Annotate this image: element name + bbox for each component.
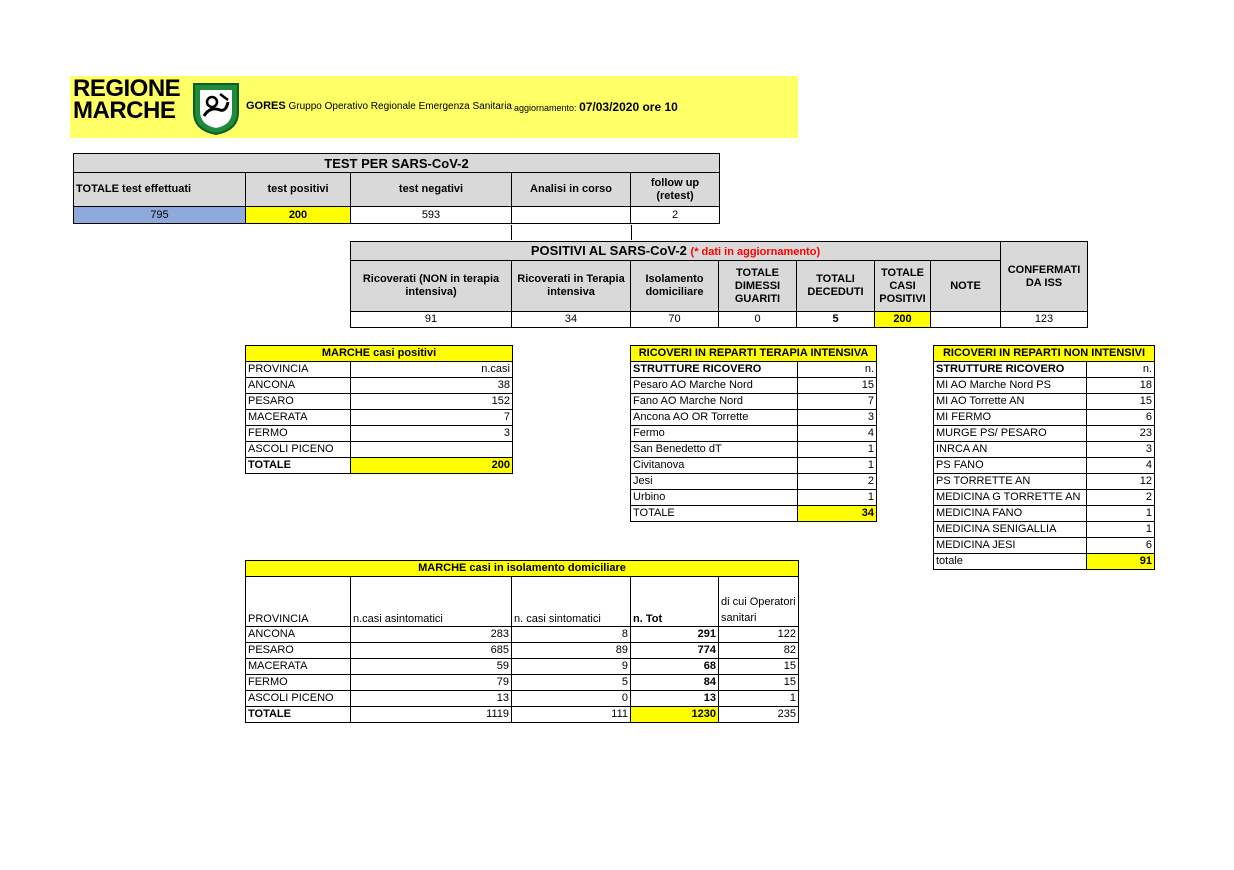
table-row <box>934 378 1155 394</box>
table-row <box>631 410 877 426</box>
terapia-intensiva-table <box>630 345 877 522</box>
table-row <box>934 506 1155 522</box>
table-row <box>631 442 877 458</box>
provincia-row-name: ASCOLI PICENO <box>246 442 351 458</box>
iso-total-asint: 1119 <box>351 707 512 723</box>
table-row <box>246 410 513 426</box>
ni-row-value: 15 <box>1087 394 1155 410</box>
ni-row-value: 23 <box>1087 426 1155 442</box>
provincia-row-name: ANCONA <box>246 378 351 394</box>
logo-line1: REGIONE <box>73 75 181 102</box>
ti-row-value: 15 <box>798 378 877 394</box>
gores-description: Gruppo Operativo Regionale Emergenza Sanitaria <box>288 101 512 112</box>
ti-row-name: San Benedetto dT <box>631 442 798 458</box>
ni-row-name: MEDICINA JESI <box>934 538 1087 554</box>
ni-row-value: 6 <box>1087 410 1155 426</box>
iso-header-sint: n. casi sintomatici <box>512 577 631 627</box>
provincia-header-name: PROVINCIA <box>246 362 351 378</box>
provincia-total-value: 200 <box>351 458 513 474</box>
provincia-title: MARCHE casi positivi <box>246 346 513 362</box>
positivi-value-dimessi: 0 <box>719 312 797 328</box>
positivi-value-isolamento: 70 <box>631 312 719 328</box>
iso-row-sint: 8 <box>512 627 631 643</box>
ni-row-name: PS FANO <box>934 458 1087 474</box>
table-row <box>246 442 513 458</box>
iso-row-name: PESARO <box>246 643 351 659</box>
ti-row-value: 1 <box>798 442 877 458</box>
ni-row-name: MI FERMO <box>934 410 1087 426</box>
iso-row-sint: 9 <box>512 659 631 675</box>
positivi-header-deceduti: TOTALI DECEDUTI <box>797 261 875 312</box>
ti-header-name: STRUTTURE RICOVERO <box>631 362 798 378</box>
positivi-value-terapia: 34 <box>512 312 631 328</box>
iso-row-asint: 13 <box>351 691 512 707</box>
positivi-value-totale: 200 <box>875 312 931 328</box>
table-row <box>934 410 1155 426</box>
iso-header-provincia: PROVINCIA <box>246 577 351 627</box>
iso-row-name: ASCOLI PICENO <box>246 691 351 707</box>
ni-row-value: 1 <box>1087 506 1155 522</box>
iso-row-tot: 774 <box>631 643 719 659</box>
iso-row-name: FERMO <box>246 675 351 691</box>
test-value-positivi: 200 <box>246 207 351 224</box>
ni-row-name: MEDICINA SENIGALLIA <box>934 522 1087 538</box>
table-row <box>934 442 1155 458</box>
positivi-header-totale: TOTALE CASI POSITIVI <box>875 261 931 312</box>
table-row <box>631 378 877 394</box>
iso-row-op: 1 <box>719 691 799 707</box>
iso-row-asint: 685 <box>351 643 512 659</box>
update-info <box>514 100 678 114</box>
table-row <box>246 378 513 394</box>
update-label: aggiornamento: <box>514 103 577 113</box>
positivi-table <box>350 241 1088 328</box>
iso-row-sint: 5 <box>512 675 631 691</box>
provincia-table <box>245 345 513 474</box>
positivi-header-confermati: CONFERMATI DA ISS <box>1001 242 1088 312</box>
iso-total-sint: 111 <box>512 707 631 723</box>
ti-total-label: TOTALE <box>631 506 798 522</box>
iso-row-name: ANCONA <box>246 627 351 643</box>
table-row <box>631 474 877 490</box>
iso-row-tot: 84 <box>631 675 719 691</box>
iso-row-op: 82 <box>719 643 799 659</box>
provincia-row-value <box>351 442 513 458</box>
ni-row-name: MEDICINA G TORRETTE AN <box>934 490 1087 506</box>
positivi-header-note: NOTE <box>931 261 1001 312</box>
update-value: 07/03/2020 ore 10 <box>579 100 678 114</box>
provincia-row-value: 152 <box>351 394 513 410</box>
positivi-title-text: POSITIVI AL SARS-CoV-2 <box>530 242 687 258</box>
ni-row-value: 18 <box>1087 378 1155 394</box>
ni-row-value: 3 <box>1087 442 1155 458</box>
ti-row-value: 7 <box>798 394 877 410</box>
table-row <box>934 474 1155 490</box>
non-intensivi-table <box>933 345 1155 570</box>
ti-row-value: 1 <box>798 458 877 474</box>
table-row <box>934 522 1155 538</box>
table-row <box>631 426 877 442</box>
test-header-negativi: test negativi <box>351 173 512 207</box>
ni-header-value: n. <box>1087 362 1155 378</box>
test-title: TEST PER SARS-CoV-2 <box>74 154 720 173</box>
provincia-row-value: 7 <box>351 410 513 426</box>
isolamento-table <box>245 560 799 723</box>
table-row <box>246 675 799 691</box>
positivi-header-isolamento: Isolamento domiciliare <box>631 261 719 312</box>
ni-row-name: MEDICINA FANO <box>934 506 1087 522</box>
positivi-value-confermati: 123 <box>1001 312 1088 328</box>
provincia-header-value: n.casi <box>351 362 513 378</box>
ni-row-value: 6 <box>1087 538 1155 554</box>
positivi-value-deceduti: 5 <box>797 312 875 328</box>
table-row <box>246 659 799 675</box>
ni-row-name: MI AO Torrette AN <box>934 394 1087 410</box>
positivi-value-note <box>931 312 1001 328</box>
table-row <box>934 490 1155 506</box>
ni-total-value: 91 <box>1087 554 1155 570</box>
ni-total-label: totale <box>934 554 1087 570</box>
ti-row-name: Jesi <box>631 474 798 490</box>
ni-row-name: MURGE PS/ PESARO <box>934 426 1087 442</box>
ni-title: RICOVERI IN REPARTI NON INTENSIVI <box>934 346 1155 362</box>
positivi-value-ricoverati: 91 <box>351 312 512 328</box>
gores-label <box>246 100 512 112</box>
ti-row-name: Pesaro AO Marche Nord <box>631 378 798 394</box>
provincia-row-value: 38 <box>351 378 513 394</box>
ni-row-value: 2 <box>1087 490 1155 506</box>
iso-row-op: 122 <box>719 627 799 643</box>
provincia-total-label: TOTALE <box>246 458 351 474</box>
table-row <box>246 691 799 707</box>
provincia-row-name: MACERATA <box>246 410 351 426</box>
ti-header-value: n. <box>798 362 877 378</box>
provincia-row-name: PESARO <box>246 394 351 410</box>
ti-row-name: Ancona AO OR Torrette <box>631 410 798 426</box>
ni-row-value: 4 <box>1087 458 1155 474</box>
table-row <box>631 394 877 410</box>
iso-row-op: 15 <box>719 659 799 675</box>
iso-row-tot: 291 <box>631 627 719 643</box>
ni-row-name: INRCA AN <box>934 442 1087 458</box>
positivi-header-dimessi: TOTALE DIMESSI GUARITI <box>719 261 797 312</box>
test-header-totale: TOTALE test effettuati <box>74 173 246 207</box>
iso-row-op: 15 <box>719 675 799 691</box>
table-row <box>934 538 1155 554</box>
positivi-title-note: (* dati in aggiornamento) <box>690 245 821 258</box>
iso-total-name: TOTALE <box>246 707 351 723</box>
ti-title: RICOVERI IN REPARTI TERAPIA INTENSIVA <box>631 346 877 362</box>
test-value-negativi: 593 <box>351 207 512 224</box>
iso-row-sint: 0 <box>512 691 631 707</box>
table-row <box>246 627 799 643</box>
table-row <box>246 426 513 442</box>
iso-row-asint: 283 <box>351 627 512 643</box>
iso-total-op: 235 <box>719 707 799 723</box>
iso-row-asint: 79 <box>351 675 512 691</box>
test-value-followup: 2 <box>631 207 720 224</box>
header-banner <box>70 76 798 138</box>
ti-row-name: Fano AO Marche Nord <box>631 394 798 410</box>
table-row <box>934 394 1155 410</box>
positivi-title <box>351 242 1001 261</box>
provincia-row-value: 3 <box>351 426 513 442</box>
test-value-analisi <box>512 207 631 224</box>
iso-total-tot: 1230 <box>631 707 719 723</box>
table-row <box>246 643 799 659</box>
table-row <box>934 458 1155 474</box>
regione-marche-emblem-icon <box>190 80 242 136</box>
iso-header-asint: n.casi asintomatici <box>351 577 512 627</box>
iso-row-name: MACERATA <box>246 659 351 675</box>
ni-row-value: 12 <box>1087 474 1155 490</box>
test-header-followup: follow up (retest) <box>631 173 720 207</box>
ti-row-name: Urbino <box>631 490 798 506</box>
table-row <box>631 458 877 474</box>
test-header-positivi: test positivi <box>246 173 351 207</box>
table-row <box>934 426 1155 442</box>
iso-row-asint: 59 <box>351 659 512 675</box>
ti-total-value: 34 <box>798 506 877 522</box>
test-value-totale: 795 <box>74 207 246 224</box>
iso-row-tot: 13 <box>631 691 719 707</box>
ti-row-value: 3 <box>798 410 877 426</box>
ti-row-value: 2 <box>798 474 877 490</box>
gores-acronym: GORES <box>246 100 286 112</box>
test-table <box>73 153 720 224</box>
ti-row-value: 4 <box>798 426 877 442</box>
iso-header-tot: n. Tot <box>631 577 719 627</box>
iso-header-operatori: di cui Operatori sanitari <box>719 577 799 627</box>
regione-marche-logo <box>73 75 181 124</box>
iso-row-tot: 68 <box>631 659 719 675</box>
connector-cell <box>511 225 632 240</box>
test-header-analisi: Analisi in corso <box>512 173 631 207</box>
provincia-row-name: FERMO <box>246 426 351 442</box>
iso-title: MARCHE casi in isolamento domiciliare <box>246 561 799 577</box>
logo-line2: MARCHE <box>73 97 176 124</box>
ti-row-name: Civitanova <box>631 458 798 474</box>
ti-row-value: 1 <box>798 490 877 506</box>
ni-row-value: 1 <box>1087 522 1155 538</box>
iso-row-sint: 89 <box>512 643 631 659</box>
positivi-header-ricoverati: Ricoverati (NON in terapia intensiva) <box>351 261 512 312</box>
ti-row-name: Fermo <box>631 426 798 442</box>
table-row <box>631 490 877 506</box>
ni-row-name: PS TORRETTE AN <box>934 474 1087 490</box>
ni-row-name: MI AO Marche Nord PS <box>934 378 1087 394</box>
ni-header-name: STRUTTURE RICOVERO <box>934 362 1087 378</box>
positivi-header-terapia: Ricoverati in Terapia intensiva <box>512 261 631 312</box>
table-row <box>246 394 513 410</box>
